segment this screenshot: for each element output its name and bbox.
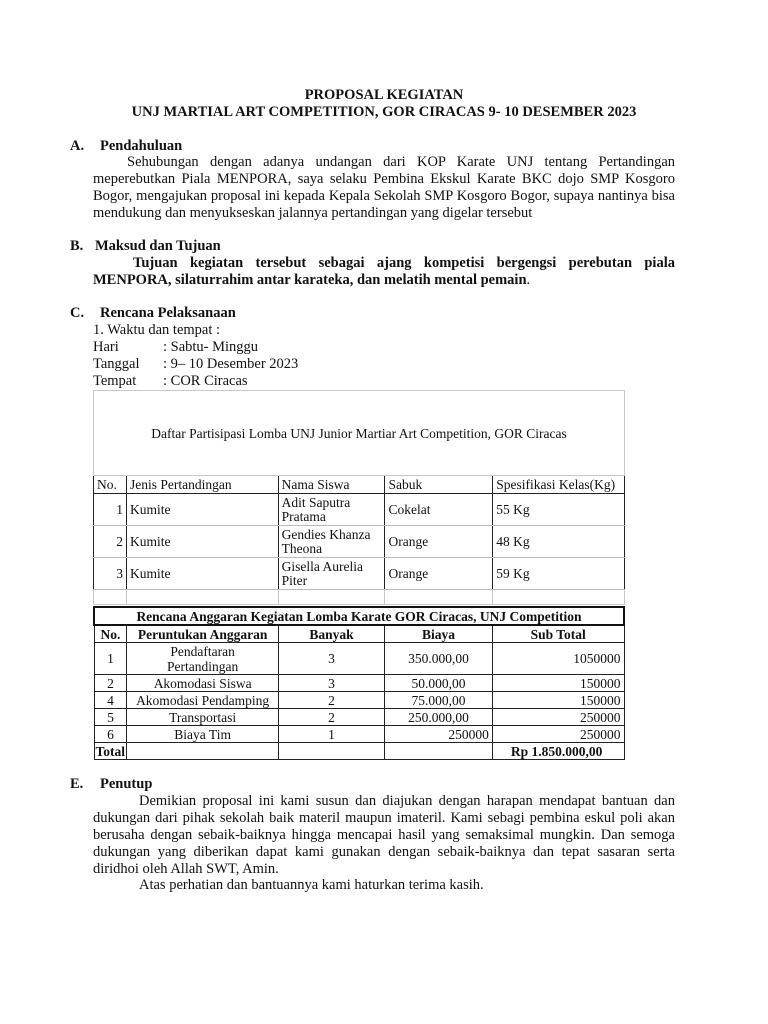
budget-subtotal: 250000	[492, 709, 624, 726]
nama-line-1: Adit Saputra	[281, 494, 351, 510]
budget-item: Biaya Tim	[127, 726, 278, 743]
nama-line-1: Gisella Aurelia	[281, 558, 364, 574]
row-jenis: Kumite	[126, 558, 278, 590]
schedule-place	[93, 373, 248, 390]
budget-subtotal: 150000	[492, 692, 624, 709]
budget-caption: Rencana Anggaran Kegiatan Lomba Karate GOR Ciracas, UNJ Competition	[94, 607, 624, 625]
section-a-title: Pendahuluan	[100, 138, 183, 154]
row-no: 2	[94, 526, 127, 558]
budget-banyak: 2	[278, 709, 384, 726]
participants-header-row	[94, 476, 625, 494]
section-c-heading	[70, 305, 236, 322]
table-row	[94, 643, 624, 675]
budget-total-label: Total	[95, 743, 126, 759]
section-e-title: Penutup	[100, 776, 153, 792]
section-c-letter: C.	[70, 305, 85, 321]
budget-header-banyak: Banyak	[278, 625, 384, 643]
budget-banyak: 2	[278, 692, 384, 709]
budget-item	[127, 643, 278, 675]
doc-subtitle: UNJ MARTIAL ART COMPETITION, GOR CIRACAS 9- 10 DESEMBER 2023	[131, 104, 637, 120]
schedule-date	[93, 356, 298, 373]
header-no: No.	[94, 476, 127, 494]
budget-item: Transportasi	[127, 709, 278, 726]
header-nama: Nama Siswa	[278, 476, 385, 494]
row-sabuk: Orange	[385, 558, 493, 590]
row-no: 1	[94, 494, 127, 526]
budget-banyak: 3	[278, 643, 384, 675]
budget-caption-row	[94, 607, 624, 625]
budget-header-item: Peruntukan Anggaran	[127, 625, 278, 643]
row-kelas: 59 Kg	[493, 558, 625, 590]
budget-subtotal: 250000	[492, 726, 624, 743]
budget-banyak: 3	[278, 675, 384, 692]
budget-header-row	[94, 625, 624, 643]
budget-subtotal: 1050000	[492, 643, 624, 675]
budget-item: Akomodasi Pendamping	[127, 692, 278, 709]
row-kelas: 48 Kg	[493, 526, 625, 558]
header-jenis: Jenis Pertandingan	[126, 476, 278, 494]
place-label: Tempat	[93, 373, 137, 389]
budget-biaya: 50.000,00	[385, 675, 493, 692]
row-kelas: 55 Kg	[493, 494, 625, 526]
schedule-intro: 1. Waktu dan tempat :	[93, 322, 221, 338]
table-row	[94, 726, 624, 743]
budget-subtotal: 150000	[492, 675, 624, 692]
day-value: : Sabtu- Minggu	[163, 339, 259, 355]
budget-header-subtotal: Sub Total	[492, 625, 624, 643]
budget-header-no: No.	[94, 625, 127, 643]
participants-table	[93, 390, 625, 605]
section-a-text: Sehubungan dengan adanya undangan dari KOP Karate UNJ tentang Pertandingan meperebutkan Piala MENPORA, saya selaku Pembina Ekskul Karate BKC dojo SMP Kosgoro Bogor, mengajukan proposal ini kepada Kepala Sekolah SMP Kosgoro Bogor, supaya nantinya bisa mendukung dan menyukseskan jalannya pertandingan yang digelar tersebut	[93, 154, 675, 221]
section-a-paragraph	[93, 154, 675, 222]
table-row	[94, 526, 625, 558]
budget-no: 6	[94, 726, 127, 743]
budget-header-biaya: Biaya	[385, 625, 493, 643]
row-sabuk: Cokelat	[385, 494, 493, 526]
section-b-title: Maksud dan Tujuan	[95, 238, 221, 254]
nama-line-2: Pratama	[281, 508, 326, 524]
section-e-text: Demikian proposal ini kami susun dan diajukan dengan harapan mendapat bantuan dan dukungan dari pihak sekolah baik materil maupun imateril. Kami sebagi pembina eskul poli akan berusaha dengan sebaik-baiknya hingga mencapai hasil yang semaksimal mungkin. Dan semoga dukungan yang diberikan dapat kami gunakan dengan sebaik-baiknya dan tepat sasaran serta diridhoi oleh Allah SWT, Amin.	[93, 793, 675, 877]
nama-line-2: Theona	[281, 540, 323, 556]
budget-item-line-1: Pendaftaran	[170, 643, 235, 659]
budget-biaya: 250000	[385, 726, 493, 743]
budget-table	[93, 606, 625, 760]
section-e-heading	[70, 776, 152, 793]
budget-no: 4	[94, 692, 127, 709]
date-label: Tanggal	[93, 356, 140, 372]
row-sabuk: Orange	[385, 526, 493, 558]
section-b-letter: B.	[70, 238, 84, 254]
date-value: : 9– 10 Desember 2023	[163, 356, 299, 372]
participants-caption: Daftar Partisipasi Lomba UNJ Junior Martiar Art Competition, GOR Ciracas	[94, 391, 625, 476]
section-c-title: Rencana Pelaksanaan	[100, 305, 236, 321]
section-e-letter: E.	[70, 776, 84, 792]
budget-biaya: 75.000,00	[385, 692, 493, 709]
section-b-paragraph	[93, 255, 675, 289]
budget-banyak: 1	[278, 726, 384, 743]
budget-total-row	[94, 743, 624, 760]
nama-line-2: Piter	[281, 572, 308, 588]
header-sabuk: Sabuk	[385, 476, 493, 494]
table-row	[94, 692, 624, 709]
table-row	[94, 709, 624, 726]
section-a-heading	[70, 138, 182, 155]
place-value: : COR Ciracas	[163, 373, 248, 389]
budget-no: 1	[94, 643, 127, 675]
budget-item-line-2: Pertandingan	[167, 658, 239, 674]
participants-spacer-row	[94, 590, 625, 605]
budget-no: 5	[94, 709, 127, 726]
row-jenis: Kumite	[126, 494, 278, 526]
section-b-period: .	[526, 272, 531, 288]
row-jenis: Kumite	[126, 526, 278, 558]
budget-item: Akomodasi Siswa	[127, 675, 278, 692]
budget-biaya: 250.000,00	[385, 709, 493, 726]
section-b-text: Tujuan kegiatan tersebut sebagai ajang kompetisi bergengsi perebutan piala MENPORA, silaturrahim antar karateka, dan melatih mental pemain	[93, 255, 675, 288]
row-nama	[278, 494, 385, 526]
budget-total-value: Rp 1.850.000,00	[492, 743, 624, 760]
section-a-letter: A.	[70, 138, 85, 154]
section-b-heading	[70, 238, 221, 255]
row-nama	[278, 526, 385, 558]
doc-title: PROPOSAL KEGIATAN	[304, 87, 464, 103]
nama-line-1: Gendies Khanza	[281, 526, 371, 542]
row-no: 3	[94, 558, 127, 590]
table-row	[94, 675, 624, 692]
table-row	[94, 558, 625, 590]
section-e-paragraph	[93, 793, 675, 878]
row-nama	[278, 558, 385, 590]
table-row	[94, 494, 625, 526]
participants-caption-row	[94, 391, 625, 476]
schedule-day	[93, 339, 258, 356]
header-kelas: Spesifikasi Kelas(Kg)	[493, 476, 625, 494]
budget-biaya: 350.000,00	[385, 643, 493, 675]
day-label: Hari	[93, 339, 119, 355]
budget-no: 2	[94, 675, 127, 692]
section-e-closing: Atas perhatian dan bantuannya kami haturkan terima kasih.	[139, 877, 484, 893]
